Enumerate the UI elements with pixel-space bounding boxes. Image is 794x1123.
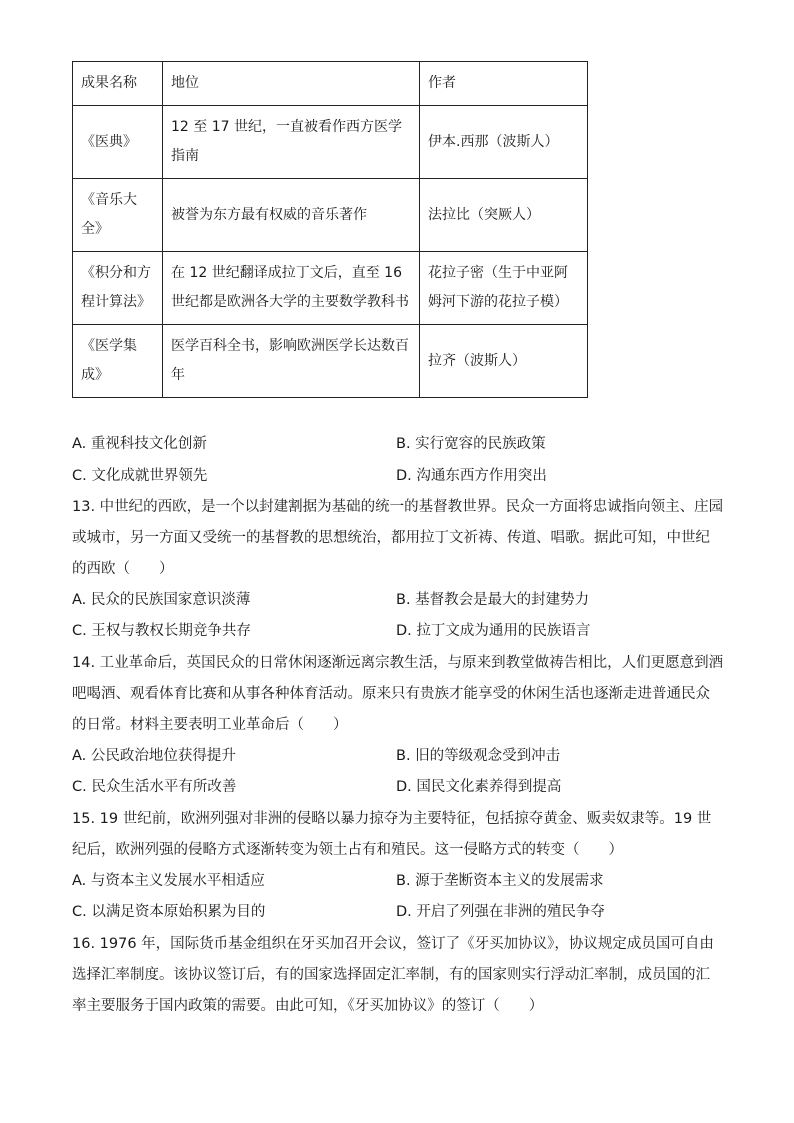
q15-option-d: D. 开启了列强在非洲的殖民争夺	[396, 904, 605, 920]
q13-option-d: D. 拉丁文成为通用的民族语言	[396, 623, 591, 639]
q14-option-a: A. 公民政治地位获得提升	[72, 748, 236, 764]
table-row	[73, 325, 588, 398]
q16-stem: 16. 1976 年，国际货币基金组织在牙买加召开会议，签订了《牙买加协议》，协议规定成员国可自由选择汇率制度。该协议签订后，有的国家选择固定汇率制，有的国家则实行浮动汇率制，成员国的汇率主要服务于国内政策的需要。由此可知，《牙买加协议》的签订（ ）	[72, 936, 714, 1014]
achievement-author: 花拉子密（生于中亚阿姆河下游的花拉子模）	[420, 252, 588, 325]
q15-stem: 15. 19 世纪前，欧洲列强对非洲的侵略以暴力掠夺为主要特征，包括掠夺黄金、贩卖奴隶等。19 世纪后，欧洲列强的侵略方式逐渐转变为领土占有和殖民。这一侵略方式的转变（ ）	[72, 811, 712, 858]
q14-option-c: C. 民众生活水平有所改善	[72, 779, 237, 795]
achievement-name: 《音乐大全》	[73, 179, 163, 252]
table-row	[73, 179, 588, 252]
achievement-name: 《医学集成》	[73, 325, 163, 398]
q14-stem: 14. 工业革命后，英国民众的日常休闲逐渐远离宗教生活，与原来到教堂做祷告相比，人们更愿意到酒吧喝酒、观看体育比赛和从事各种体育活动。原来只有贵族才能享受的休闲生活也逐渐走进普通民众的日常。材料主要表明工业革命后（ ）	[72, 655, 724, 733]
q14-option-d: D. 国民文化素养得到提高	[396, 779, 562, 795]
achievement-status: 12 至 17 世纪，一直被看作西方医学指南	[163, 106, 420, 179]
achievement-status: 在 12 世纪翻译成拉丁文后，直至 16 世纪都是欧洲各大学的主要数学教科书	[163, 252, 420, 325]
table-row	[73, 106, 588, 179]
achievements-table	[72, 61, 588, 398]
q12-option-b: B. 实行宽容的民族政策	[396, 436, 546, 452]
achievement-author: 伊本.西那（波斯人）	[420, 106, 588, 179]
q13-option-a: A. 民众的民族国家意识淡薄	[72, 592, 251, 608]
table-header: 成果名称	[73, 62, 163, 106]
achievement-status: 被誉为东方最有权威的音乐著作	[163, 179, 420, 252]
table-header: 作者	[420, 62, 588, 106]
table-header-row	[73, 62, 588, 106]
achievement-name: 《积分和方程计算法》	[73, 252, 163, 325]
q14-option-b: B. 旧的等级观念受到冲击	[396, 748, 561, 764]
achievement-author: 拉齐（波斯人）	[420, 325, 588, 398]
q12-option-d: D. 沟通东西方作用突出	[396, 468, 547, 484]
q12-option-c: C. 文化成就世界领先	[72, 468, 208, 484]
q13-option-c: C. 王权与教权长期竞争共存	[72, 623, 251, 639]
table-row	[73, 252, 588, 325]
q15-option-a: A. 与资本主义发展水平相适应	[72, 873, 265, 889]
q13-stem: 13. 中世纪的西欧，是一个以封建割据为基础的统一的基督教世界。民众一方面将忠诚指向领主、庄园或城市，另一方面又受统一的基督教的思想统治，都用拉丁文祈祷、传道、唱歌。据此可知，中世纪的西欧（ ）	[72, 499, 724, 577]
table-header: 地位	[163, 62, 420, 106]
achievement-status: 医学百科全书，影响欧洲医学长达数百年	[163, 325, 420, 398]
q12-option-a: A. 重视科技文化创新	[72, 436, 207, 452]
achievement-name: 《医典》	[73, 106, 163, 179]
achievement-author: 法拉比（突厥人）	[420, 179, 588, 252]
q15-option-b: B. 源于垄断资本主义的发展需求	[396, 873, 604, 889]
q13-option-b: B. 基督教会是最大的封建势力	[396, 592, 590, 608]
q15-option-c: C. 以满足资本原始积累为目的	[72, 904, 266, 920]
